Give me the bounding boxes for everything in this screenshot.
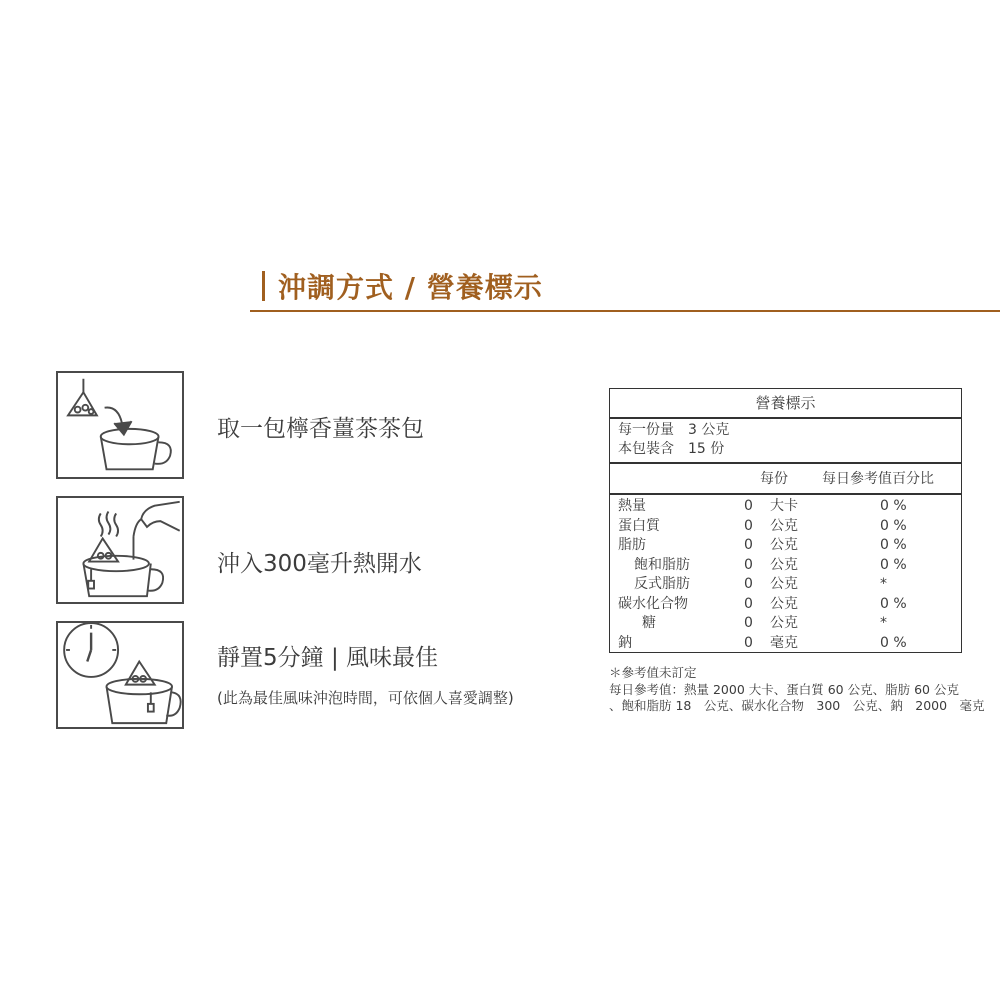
nutrient-daily-value: * [880, 576, 887, 592]
nutrient-value: 0 [744, 537, 753, 553]
footnote-1: ＊參考值未訂定 [609, 665, 697, 680]
col-per-serving: 每份 [760, 471, 788, 487]
nutrient-daily-value: 0 % [880, 498, 907, 514]
nutrient-name: 碳水化合物 [618, 595, 688, 612]
col-daily-value: 每日參考值百分比 [822, 471, 934, 487]
nutrient-name: 糖 [642, 615, 656, 631]
footnote-2: 每日參考值：熱量 2000 大卡、蛋白質 60 公克、脂肪 60 公克 [609, 682, 959, 697]
nutrient-name: 蛋白質 [618, 517, 660, 534]
nutrient-unit: 公克 [770, 556, 798, 573]
clock-steeping-icon [56, 621, 184, 729]
nutrient-daily-value: * [880, 615, 887, 631]
step-1-text: 取一包檸香薑茶茶包 [217, 416, 424, 442]
nutrient-name: 脂肪 [618, 537, 646, 553]
nutrient-value: 0 [744, 498, 753, 514]
nutrient-daily-value: 0 % [880, 634, 907, 651]
teabag-into-cup-icon [56, 371, 184, 479]
nutrient-name: 反式脂肪 [634, 576, 690, 592]
nutrient-value: 0 [744, 556, 753, 573]
nutrient-name: 熱量 [618, 498, 646, 514]
divider [610, 493, 961, 495]
nutrient-daily-value: 0 % [880, 517, 907, 534]
step-2-text: 沖入300毫升熱開水 [217, 551, 422, 577]
nutrient-daily-value: 0 % [880, 537, 907, 553]
footnote-3: 、飽和脂肪 18 公克、碳水化合物 300 公克、鈉 2000 毫克 [609, 698, 985, 713]
nutrient-name: 飽和脂肪 [634, 556, 690, 573]
nutrient-unit: 公克 [770, 595, 798, 612]
step-3-note: (此為最佳風味沖泡時間，可依個人喜愛調整) [217, 689, 514, 707]
nutrient-value: 0 [744, 634, 753, 651]
nutrient-daily-value: 0 % [880, 595, 907, 612]
servings-per-pack: 本包裝含 15 份 [618, 441, 725, 457]
nutrient-unit: 公克 [770, 517, 798, 534]
nutrition-title: 營養標示 [755, 394, 816, 412]
nutrition-facts-table [609, 388, 962, 653]
page-title: 沖調方式 / 營養標示 [278, 271, 543, 304]
nutrient-daily-value: 0 % [880, 556, 907, 573]
pour-hot-water-icon [56, 496, 184, 604]
divider [610, 462, 961, 464]
nutrient-value: 0 [744, 517, 753, 534]
divider [610, 417, 961, 419]
nutrient-value: 0 [744, 615, 753, 631]
nutrient-value: 0 [744, 595, 753, 612]
nutrient-unit: 大卡 [770, 498, 798, 514]
nutrient-unit: 公克 [770, 615, 798, 631]
serving-size: 每一份量 3 公克 [618, 422, 730, 438]
nutrient-unit: 公克 [770, 537, 798, 553]
header-underline [250, 310, 1000, 312]
nutrient-unit: 公克 [770, 576, 798, 592]
step-3-text: 靜置5分鐘 | 風味最佳 [217, 645, 439, 671]
nutrient-unit: 毫克 [770, 634, 798, 651]
nutrient-name: 鈉 [618, 634, 632, 651]
nutrient-value: 0 [744, 576, 753, 592]
